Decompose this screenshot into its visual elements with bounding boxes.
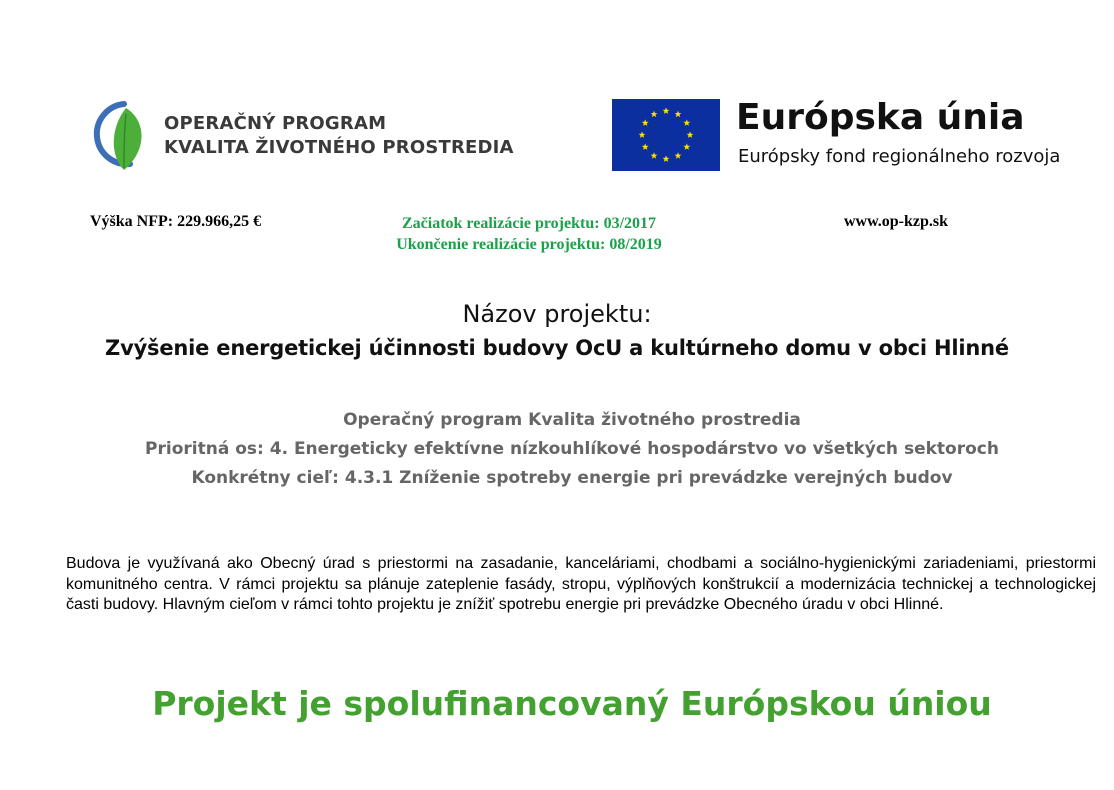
- project-description: Budova je využívaná ako Obecný úrad s priestormi na zasadanie, kanceláriami, chodbami a sociálno-hygienickými zariadeniami, priestormi komunitného centra. V rámci projektu sa plánuje zateplenie fasády, stropu, výplňových konštrukcií a modernizácia technickej a technologickej časti budovy. Hlavným cieľom v rámci tohto projektu je znížiť spotrebu energie pri prevádzke Obecného úradu v obci Hlinné.: [66, 555, 1096, 613]
- program-info: [0, 406, 1114, 493]
- project-end: Ukončenie realizácie projektu: 08/2019: [396, 236, 662, 253]
- nfp-amount: Výška NFP: 229.966,25 €: [90, 213, 262, 230]
- project-dates: [360, 213, 698, 255]
- cofinanced-statement: Projekt je spolufinancovaný Európskou úniou: [152, 684, 992, 723]
- program-line-1: Operačný program Kvalita životného prostredia: [343, 410, 801, 430]
- op-kzp-logo: [80, 98, 530, 178]
- project-start: Začiatok realizácie projektu: 03/2017: [401, 215, 657, 232]
- op-kzp-leaf-icon: [80, 98, 152, 174]
- eu-flag-icon: [612, 99, 720, 171]
- project-title: Zvýšenie energetickej účinnosti budovy OcU a kultúrneho domu v obci Hlinné: [105, 336, 1009, 360]
- op-kzp-logo-text: [164, 112, 514, 160]
- project-name-label: Názov projektu:: [462, 300, 652, 328]
- eu-title: Európska únia: [736, 97, 1025, 138]
- op-logo-line-2: KVALITA ŽIVOTNÉHO PROSTREDIA: [164, 137, 514, 158]
- eu-subtitle: Európsky fond regionálneho rozvoja: [738, 146, 1061, 167]
- website-link[interactable]: www.op-kzp.sk: [844, 213, 949, 230]
- program-line-3: Konkrétny cieľ: 4.3.1 Zníženie spotreby energie pri prevádzke verejných budov: [191, 468, 953, 488]
- op-logo-line-1: OPERAČNÝ PROGRAM: [164, 113, 387, 134]
- program-line-2: Prioritná os: 4. Energeticky efektívne nízkouhlíkové hospodárstvo vo všetkých sektoroch: [145, 439, 999, 459]
